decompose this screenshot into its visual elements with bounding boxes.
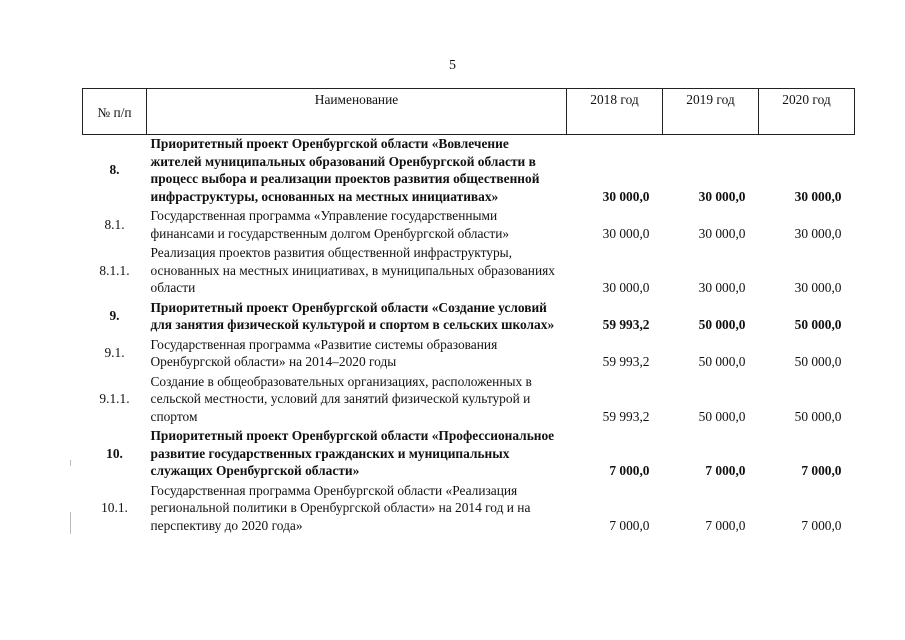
row-value-2020: 30 000,0 bbox=[794, 225, 842, 241]
scan-margin-mark bbox=[70, 512, 71, 534]
row-value-2019: 50 000,0 bbox=[698, 354, 746, 369]
row-number: 8.1.1. bbox=[99, 262, 130, 278]
table-row bbox=[83, 427, 855, 482]
row-value-2018: 30 000,0 bbox=[602, 280, 650, 295]
row-value-2019: 7 000,0 bbox=[705, 517, 746, 533]
row-value-2018: 59 993,2 bbox=[602, 408, 650, 424]
table-row bbox=[83, 299, 855, 336]
table-row bbox=[83, 135, 855, 208]
page-number: 5 bbox=[449, 58, 456, 73]
row-value-2020: 7 000,0 bbox=[801, 463, 842, 478]
row-value-2020: 50 000,0 bbox=[794, 354, 842, 369]
row-value-2020: 30 000,0 bbox=[794, 280, 842, 295]
row-value-2019: 50 000,0 bbox=[698, 408, 746, 424]
row-value-2018: 59 993,2 bbox=[602, 317, 650, 332]
row-value-2019: 30 000,0 bbox=[698, 188, 746, 204]
row-value-2019: 50 000,0 bbox=[698, 317, 746, 332]
header-2018: 2018 год bbox=[567, 89, 663, 135]
row-value-2020: 50 000,0 bbox=[794, 408, 842, 424]
row-value-2018: 30 000,0 bbox=[602, 188, 650, 204]
row-value-2019: 30 000,0 bbox=[698, 225, 746, 241]
row-value-2018: 30 000,0 bbox=[602, 225, 650, 241]
table-row bbox=[83, 482, 855, 537]
table-row bbox=[83, 373, 855, 428]
row-number: 10. bbox=[106, 445, 123, 461]
row-number: 9. bbox=[109, 308, 120, 324]
table-body bbox=[83, 135, 855, 537]
row-name: Государственная программа «Развитие системы образования Оренбургской области» на 2014–2020 годы bbox=[150, 336, 498, 369]
row-name: Создание в общеобразовательных организациях, расположенных в сельской местности, условий для занятий физической культурой и спортом bbox=[150, 373, 532, 424]
row-number: 8. bbox=[109, 162, 120, 178]
row-value-2019: 30 000,0 bbox=[698, 280, 746, 295]
header-2020: 2020 год bbox=[759, 89, 855, 135]
row-number: 8.1. bbox=[104, 216, 125, 232]
header-2019: 2019 год bbox=[663, 89, 759, 135]
row-name: Государственная программа Оренбургской области «Реализация региональной политики в Оренбургской области» на 2014 год и на перспективу до 2020 года» bbox=[150, 482, 531, 533]
row-number: 10.1. bbox=[101, 500, 128, 515]
row-name: Приоритетный проект Оренбургской области «Профессиональное развитие государственных гражданских и муниципальных служащих Оренбургской области» bbox=[150, 428, 555, 478]
scan-margin-mark bbox=[70, 460, 71, 466]
row-name: Реализация проектов развития общественной инфраструктуры, основанных на местных инициативах, в муниципальных образованиях области bbox=[150, 245, 555, 295]
row-name: Приоритетный проект Оренбургской области «Вовлечение жителей муниципальных образований Оренбургской области в процесс выбора и реализации проектов развития общественной инфраструктуры, основанных на местных инициативах» bbox=[150, 136, 540, 204]
budget-table bbox=[82, 88, 855, 536]
table-row bbox=[83, 207, 855, 244]
row-name: Приоритетный проект Оренбургской области «Создание условий для занятия физической культурой и спортом в сельских школах» bbox=[150, 299, 555, 332]
header-name: Наименование bbox=[147, 89, 567, 135]
row-number: 9.1. bbox=[104, 345, 125, 361]
row-value-2020: 30 000,0 bbox=[794, 188, 842, 204]
row-value-2018: 59 993,2 bbox=[602, 354, 650, 369]
row-value-2020: 7 000,0 bbox=[801, 517, 842, 533]
row-value-2018: 7 000,0 bbox=[609, 517, 650, 533]
row-number: 9.1.1. bbox=[99, 391, 130, 406]
header-number: № п/п bbox=[83, 89, 147, 135]
table-row bbox=[83, 336, 855, 373]
row-value-2019: 7 000,0 bbox=[705, 463, 746, 478]
table-header bbox=[83, 89, 855, 135]
table-row bbox=[83, 244, 855, 299]
row-value-2018: 7 000,0 bbox=[609, 463, 650, 478]
row-value-2020: 50 000,0 bbox=[794, 317, 842, 332]
row-name: Государственная программа «Управление государственными финансами и государственным долгом Оренбургской области» bbox=[150, 208, 510, 241]
